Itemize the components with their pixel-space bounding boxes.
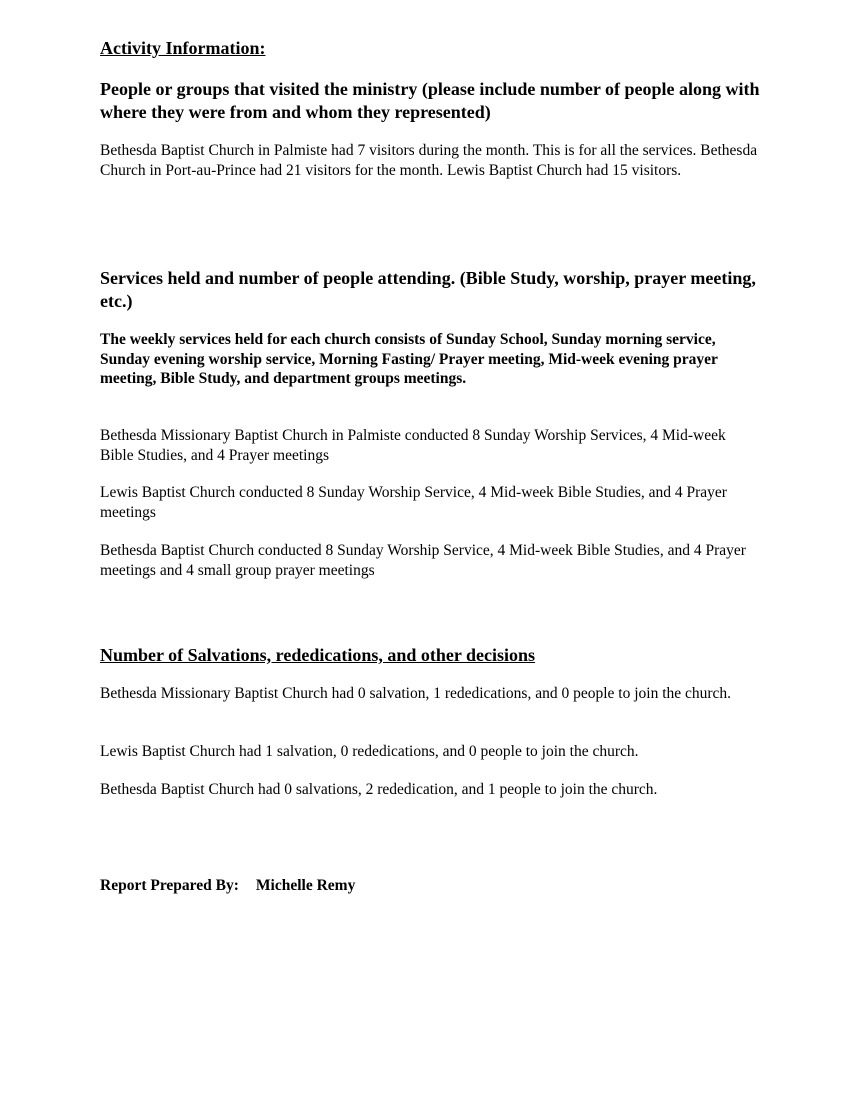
preparer-name: Michelle Remy <box>255 877 356 894</box>
services-item-bethesda: Bethesda Baptist Church conducted 8 Sunday Worship Service, 4 Mid-week Bible Studies, and 4 Prayer meetings and 4 small group prayer meetings <box>100 542 746 579</box>
report-prepared-by <box>100 876 760 896</box>
services-item-lewis: Lewis Baptist Church conducted 8 Sunday Worship Service, 4 Mid-week Bible Studies, and 4 Prayer meetings <box>100 484 727 521</box>
salvations-item-lewis: Lewis Baptist Church had 1 salvation, 0 rededications, and 0 people to join the church. <box>100 743 639 760</box>
salvations-item-bethesda: Bethesda Baptist Church had 0 salvations, 2 rededication, and 1 people to join the church. <box>100 781 658 798</box>
salvations-heading: Number of Salvations, rededications, and other decisions <box>100 645 536 665</box>
prepared-by-label: Report Prepared By: <box>100 877 239 894</box>
services-summary: The weekly services held for each church consists of Sunday School, Sunday morning service, Sunday evening worship service, Morning Fasting/ Prayer meeting, Mid-week evening prayer meeting, Bible Study, and department groups meetings. <box>100 331 718 387</box>
salvations-item-bethesda-missionary: Bethesda Missionary Baptist Church had 0 salvation, 1 rededications, and 0 people to join the church. <box>100 685 732 702</box>
activity-information-heading: Activity Information: <box>100 38 266 58</box>
visitors-paragraph: Bethesda Baptist Church in Palmiste had 7 visitors during the month. This is for all the services. Bethesda Church in Port-au-Prince had 21 visitors for the month. Lewis Baptist Church had 15 visitors. <box>100 142 758 179</box>
services-heading: Services held and number of people attending. (Bible Study, worship, prayer meeting, etc.) <box>100 268 756 311</box>
services-item-bethesda-missionary: Bethesda Missionary Baptist Church in Palmiste conducted 8 Sunday Worship Services, 4 Mid-week Bible Studies, and 4 Prayer meetings <box>100 427 726 464</box>
visitors-heading: People or groups that visited the ministry (please include number of people along with where they were from and whom they represented) <box>100 79 760 122</box>
